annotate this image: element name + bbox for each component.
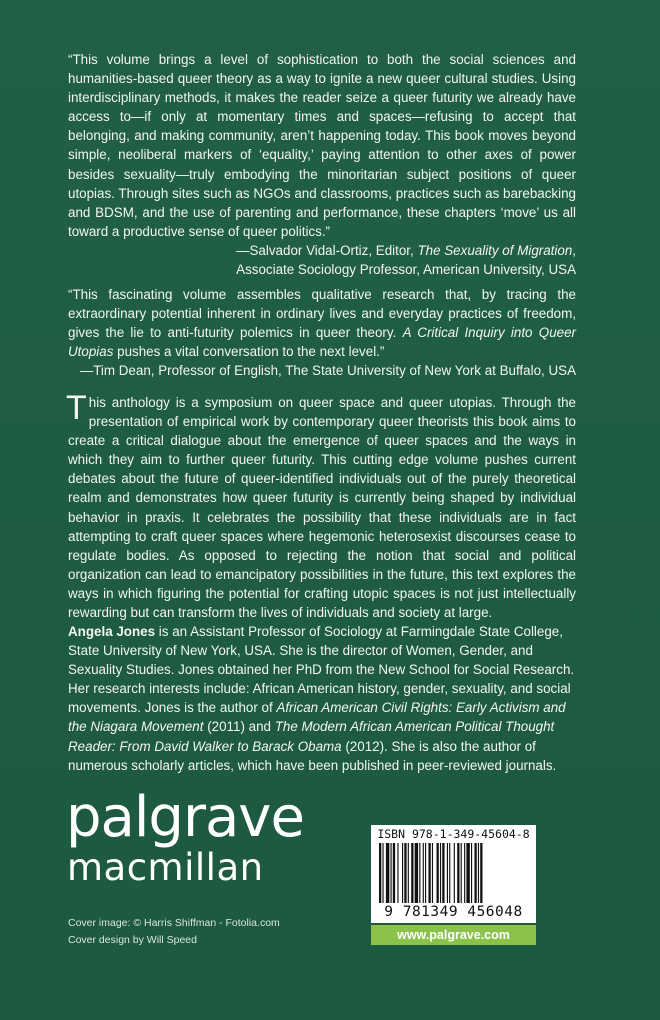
barcode-bar — [454, 843, 455, 903]
isbn-digits: 9 781349 456048 — [384, 904, 523, 920]
barcode-bar — [466, 843, 469, 903]
barcode-bar — [423, 843, 424, 903]
book-description — [66, 389, 576, 622]
bio-part-2: (2011) and — [203, 719, 275, 735]
cover-design-credit: Cover design by Will Speed — [68, 934, 197, 946]
barcode-bar — [393, 843, 395, 903]
review-quote-vidal-ortiz — [68, 50, 576, 279]
bio-part-3: (2012). She is also the author of numerous scholarly articles, which have been published in peer-reviewed journals. — [68, 738, 557, 773]
quote-text-before: “This fascinating volume assembles qualitative research that, by tracing the extraordinary potential inherent in ordinary lives and everyday practices of freedom, gives the lie to anti-futurity polemics in queer theory. — [68, 287, 576, 341]
author-name: Angela Jones — [68, 624, 156, 639]
barcode-bar — [480, 843, 482, 903]
logo-line-palgrave: palgrave — [66, 785, 304, 850]
bio-book-2: The Modern African American Political Thought Reader: From David Walker to Barack Obama — [68, 719, 555, 754]
attribution-book-title: The Sexuality of Migration — [417, 242, 573, 258]
isbn-barcode — [371, 825, 536, 923]
cover-image-credit: Cover image: © Harris Shiffman - Fotolia.com — [68, 917, 280, 929]
quote-text-after: pushes a vital conversation to the next level.” — [113, 344, 385, 360]
drop-cap: T — [66, 389, 87, 427]
barcode-bar — [461, 843, 462, 903]
quote-attribution-line2: Associate Sociology Professor, American University, USA — [236, 262, 576, 278]
attribution-suffix: , — [572, 242, 576, 258]
barcode-bar — [428, 843, 430, 903]
logo-line-macmillan: macmillan — [67, 846, 264, 889]
quote-text — [68, 285, 576, 361]
barcode-bar — [391, 843, 392, 903]
barcode-bar — [440, 843, 441, 903]
barcode-bar — [415, 843, 418, 903]
barcode-bar — [464, 843, 465, 903]
barcode-bar — [379, 843, 381, 903]
barcode-bar — [397, 843, 398, 903]
barcode-bar — [437, 843, 439, 903]
barcode-bar — [447, 843, 448, 903]
description-text: his anthology is a symposium on queer space and queer utopias. Through the presentation of empirical work by contemporary queer theorists this book aims to create a critical dialogue about the emergence of queer spaces and the ways in which they aim to further queer futurity. This cutting edge volume pushes current debates about the future of queer-identified individuals out of the purely theoretical realm and demonstrates how queer futurity is currently being shaped by individual behavior in praxis. It celebrates the possibility that these individuals are in fact attempting to craft queer spaces where hegemonic heterosexist discourses cease to regulate bodies. As opposed to rejecting the notion that social and political organization can lead to emancipatory possibilities in the future, this text explores the ways in which figuring the potential for crafting utopic spaces is not just intellectually rewarding but can transform the lives of individuals and society at large. — [68, 395, 576, 621]
barcode-bar — [478, 843, 479, 903]
barcode-bar — [382, 843, 383, 903]
publisher-logo — [66, 785, 304, 889]
quote-attribution: —Tim Dean, Professor of English, The State University of New York at Buffalo, USA — [79, 363, 576, 379]
bio-part-1: is an Assistant Professor of Sociology at Farmingdale State College, State University of New York, USA. She is the director of Women, Gender, and Sexuality Studies. Jones obtained her PhD from the New School for Social Research. Her research interests include: African American history, gender, sexuality, and social movements. Jones is the author of — [68, 624, 575, 716]
barcode-bar — [402, 843, 403, 903]
quote-attribution — [68, 241, 576, 260]
barcode-bar — [425, 843, 426, 903]
barcode-bar — [432, 843, 433, 903]
attribution-prefix: —Salvador Vidal-Ortiz, Editor, — [236, 242, 418, 258]
barcode-bar — [404, 843, 406, 903]
barcode-bar — [442, 843, 444, 903]
quote-text: “This volume brings a level of sophistication to both the social sciences and humanities-based queer theory as a way to ignite a new queer cultural studies. Using interdisciplinary methods, it makes the reader seize a queer futurity we already have access to—if only at momentary times and spaces—refusing to accept that belonging, and making community, aren’t happening today. This book moves beyond simple, neoliberal markers of ‘equality,’ paying attention to other axes of power besides sexuality—truly embodying the minoritarian subject positions of queer utopias. Through sites such as NGOs and classrooms, practices such as barebacking and BDSM, and the use of parenting and performance, these chapters ‘move’ us all toward a productive sense of queer politics.” — [68, 52, 576, 239]
barcode-bar — [386, 843, 389, 903]
barcode-bar — [411, 843, 413, 903]
cover-credits — [68, 915, 280, 949]
barcode-bar — [474, 843, 476, 903]
isbn-label: ISBN 978-1-349-45604-8 — [377, 827, 530, 841]
quote-book-title: A Critical Inquiry into Queer Utopias — [68, 325, 576, 360]
barcode-bars — [377, 843, 530, 903]
bio-book-1: African American Civil Rights: Early Activism and the Niagara Movement — [68, 700, 566, 735]
publisher-website[interactable]: www.palgrave.com — [371, 925, 536, 945]
author-bio — [68, 622, 576, 775]
barcode-bar — [449, 843, 450, 903]
bio-text — [68, 622, 576, 775]
barcode-bar — [408, 843, 409, 903]
barcode-bar — [419, 843, 420, 903]
barcode-bar — [457, 843, 459, 903]
review-quote-dean — [68, 285, 576, 380]
barcode-bar — [471, 843, 472, 903]
